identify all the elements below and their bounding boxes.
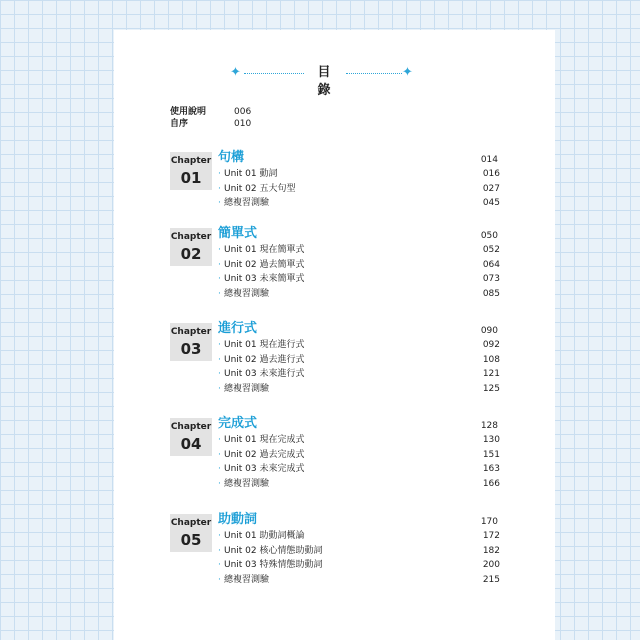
unit-page: 182	[482, 545, 500, 556]
document-page	[114, 30, 555, 640]
chapter-word: Chapter	[170, 518, 212, 528]
unit-list	[218, 529, 500, 587]
unit-entry[interactable]	[218, 433, 500, 448]
unit-list	[218, 167, 500, 211]
bullet-icon: ·	[218, 449, 221, 460]
unit-label: Unit 02 五大句型	[224, 183, 296, 194]
bullet-icon: ·	[218, 274, 221, 285]
chapter-title[interactable]: 簡單式	[218, 226, 258, 241]
front-matter-page: 006	[234, 107, 252, 117]
unit-page: 045	[482, 198, 500, 209]
bullet-icon: ·	[218, 435, 221, 445]
unit-entry[interactable]	[218, 462, 500, 477]
unit-label: Unit 03 未來簡單式	[224, 274, 305, 285]
chapter-block	[170, 321, 500, 394]
unit-entry[interactable]	[218, 353, 500, 368]
unit-page: 121	[482, 369, 500, 380]
chapter-page: 050	[480, 231, 498, 241]
bullet-icon: ·	[218, 531, 221, 541]
chapter-block	[170, 226, 500, 299]
chapter-badge	[170, 228, 212, 266]
diamond-ornament-icon: ✦	[402, 65, 413, 80]
review-entry[interactable]	[218, 196, 500, 211]
front-matter-label: 使用說明	[170, 107, 207, 117]
chapter-word: Chapter	[170, 422, 212, 432]
unit-page: 130	[482, 435, 500, 445]
unit-list	[218, 243, 500, 301]
unit-entry[interactable]	[218, 272, 500, 287]
front-matter-entry[interactable]	[170, 118, 251, 130]
unit-label: 總複習測驗	[224, 478, 270, 489]
bullet-icon: ·	[218, 183, 221, 194]
unit-label: 總複習測驗	[224, 574, 270, 585]
review-entry[interactable]	[218, 573, 500, 588]
unit-entry[interactable]	[218, 243, 500, 258]
unit-label: Unit 01 現在完成式	[224, 435, 305, 445]
unit-list	[218, 338, 500, 396]
unit-entry[interactable]	[218, 367, 500, 382]
chapter-number: 01	[180, 169, 202, 187]
bullet-icon: ·	[218, 560, 221, 571]
toc-header	[230, 64, 416, 98]
unit-label: 總複習測驗	[224, 288, 270, 299]
unit-page: 125	[482, 383, 500, 394]
unit-page: 108	[482, 354, 500, 365]
unit-label: Unit 01 動詞	[224, 169, 278, 179]
chapter-block	[170, 512, 500, 585]
chapter-badge	[170, 152, 212, 190]
unit-label: Unit 01 現在進行式	[224, 340, 305, 350]
unit-label: Unit 03 未來完成式	[224, 464, 305, 475]
unit-entry[interactable]	[218, 182, 500, 197]
review-entry[interactable]	[218, 382, 500, 397]
front-matter-label: 自序	[170, 119, 189, 129]
unit-entry[interactable]	[218, 448, 500, 463]
unit-entry[interactable]	[218, 167, 500, 182]
unit-page: 200	[482, 560, 500, 571]
unit-label: Unit 01 助動詞概論	[224, 531, 305, 541]
chapter-word: Chapter	[170, 327, 212, 337]
unit-entry[interactable]	[218, 558, 500, 573]
review-entry[interactable]	[218, 477, 500, 492]
unit-page: 172	[482, 531, 500, 541]
unit-entry[interactable]	[218, 544, 500, 559]
unit-page: 085	[482, 288, 500, 299]
unit-page: 073	[482, 274, 500, 285]
unit-page: 027	[482, 183, 500, 194]
chapter-badge	[170, 323, 212, 361]
unit-entry[interactable]	[218, 338, 500, 353]
chapter-title[interactable]: 完成式	[218, 416, 258, 431]
chapter-title[interactable]: 助動詞	[218, 512, 258, 527]
unit-label: 總複習測驗	[224, 198, 270, 209]
unit-page: 052	[482, 245, 500, 255]
unit-label: Unit 02 核心情態助動詞	[224, 545, 323, 556]
bullet-icon: ·	[218, 383, 221, 394]
unit-page: 151	[482, 449, 500, 460]
unit-list	[218, 433, 500, 491]
bullet-icon: ·	[218, 574, 221, 585]
chapter-word: Chapter	[170, 232, 212, 242]
unit-page: 016	[482, 169, 500, 179]
bullet-icon: ·	[218, 198, 221, 209]
unit-label: Unit 02 過去簡單式	[224, 259, 305, 270]
bullet-icon: ·	[218, 340, 221, 350]
chapter-badge	[170, 418, 212, 456]
unit-label: Unit 03 未來進行式	[224, 369, 305, 380]
front-matter-entry[interactable]	[170, 106, 251, 118]
header-divider	[346, 73, 402, 74]
unit-label: Unit 02 過去進行式	[224, 354, 305, 365]
bullet-icon: ·	[218, 464, 221, 475]
review-entry[interactable]	[218, 287, 500, 302]
header-divider	[244, 73, 304, 74]
chapter-page: 170	[480, 517, 498, 527]
chapter-page: 128	[480, 421, 498, 431]
bullet-icon: ·	[218, 245, 221, 255]
unit-page: 092	[482, 340, 500, 350]
chapter-number: 03	[180, 340, 202, 358]
chapter-page: 014	[480, 155, 498, 165]
unit-label: 總複習測驗	[224, 383, 270, 394]
chapter-title[interactable]: 進行式	[218, 321, 258, 336]
unit-entry[interactable]	[218, 258, 500, 273]
unit-page: 215	[482, 574, 500, 585]
bullet-icon: ·	[218, 259, 221, 270]
bullet-icon: ·	[218, 478, 221, 489]
bullet-icon: ·	[218, 545, 221, 556]
chapter-block	[170, 416, 500, 489]
chapter-block	[170, 152, 500, 212]
unit-page: 166	[482, 478, 500, 489]
chapter-page: 090	[480, 326, 498, 336]
bullet-icon: ·	[218, 354, 221, 365]
unit-page: 064	[482, 259, 500, 270]
front-matter-page: 010	[234, 119, 252, 129]
unit-label: Unit 03 特殊情態助動詞	[224, 560, 323, 571]
chapter-title[interactable]: 句構	[218, 150, 245, 165]
unit-entry[interactable]	[218, 529, 500, 544]
chapter-badge	[170, 514, 212, 552]
page-title: 目 錄	[317, 65, 333, 98]
chapter-number: 04	[180, 435, 202, 453]
chapter-number: 02	[180, 245, 202, 263]
diamond-ornament-icon: ✦	[230, 65, 241, 80]
unit-label: Unit 01 現在簡單式	[224, 245, 305, 255]
bullet-icon: ·	[218, 369, 221, 380]
chapter-word: Chapter	[170, 156, 212, 166]
bullet-icon: ·	[218, 169, 221, 179]
bullet-icon: ·	[218, 288, 221, 299]
chapter-number: 05	[180, 531, 202, 549]
unit-label: Unit 02 過去完成式	[224, 449, 305, 460]
unit-page: 163	[482, 464, 500, 475]
